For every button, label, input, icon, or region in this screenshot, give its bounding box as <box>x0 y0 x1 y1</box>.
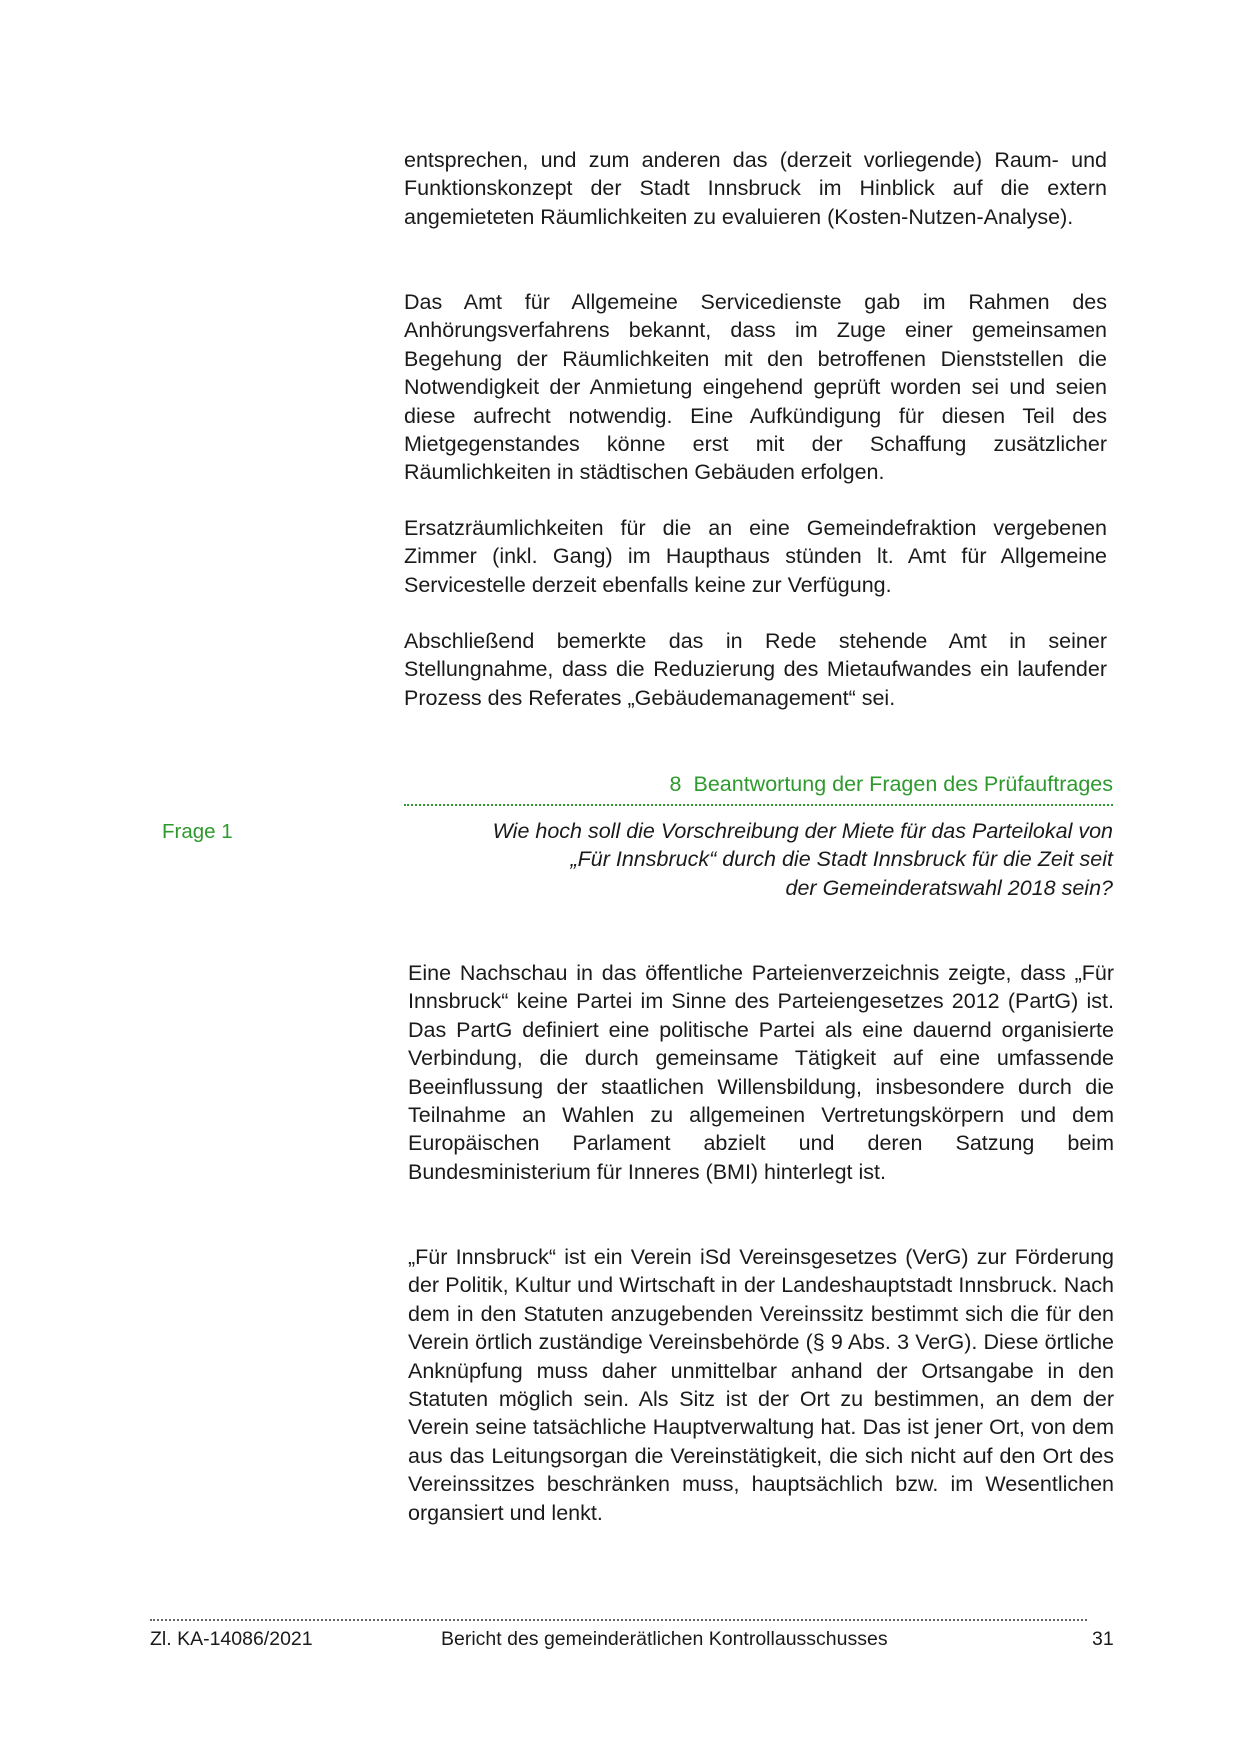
question-label: Frage 1 <box>162 820 233 843</box>
question-line: Wie hoch soll die Vorschreibung der Miete für das Parteilokal von <box>492 819 1113 843</box>
footer-reference: Zl. KA-14086/2021 <box>150 1628 313 1650</box>
footer-divider <box>150 1619 1087 1621</box>
question-text <box>404 817 1113 902</box>
paragraph-abschliessend: Abschließend bemerkte das in Rede stehende Amt in seiner Stellungnahme, dass die Reduzierung des Mietaufwandes ein laufender Prozess des Referates „Gebäudemanagement“ sei. <box>404 629 1107 710</box>
page-number: 31 <box>1092 1628 1114 1650</box>
section-number: 8 <box>669 772 682 796</box>
section-title: Beantwortung der Fragen des Prüfauftrages <box>693 772 1113 796</box>
paragraph-raumkonzept: entsprechen, und zum anderen das (derzeit vorliegende) Raum- und Funktionskonzept der Stadt Innsbruck im Hinblick auf die extern angemieteten Räumlichkeiten zu evaluieren (Kosten-Nutzen-Analyse). <box>404 148 1107 229</box>
footer-title: Bericht des gemeinderätlichen Kontrollausschusses <box>441 1628 888 1650</box>
paragraph-parteienverzeichnis: Eine Nachschau in das öffentliche Parteienverzeichnis zeigte, dass „Für Innsbruck“ keine Partei im Sinne des Parteiengesetzes 2012 (PartG) ist. Das PartG definiert eine politische Partei als eine dauernd organisierte Verbindung, die durch gemeinsame Tätigkeit auf eine umfassende Beeinflussung der staatlichen Willensbildung, insbesondere durch die Teilnahme an Wahlen zu allgemeinen Vertretungskörpern und dem Europäischen Parlament abzielt und deren Satzung beim Bundesministerium für Inneres (BMI) hinterlegt ist. <box>408 961 1114 1184</box>
paragraph-verein: „Für Innsbruck“ ist ein Verein iSd Vereinsgesetzes (VerG) zur Förderung der Politik, Kultur und Wirtschaft in der Landeshauptstadt Innsbruck. Nach dem in den Statuten anzugebenden Vereinssitz bestimmt sich die für den Verein örtlich zuständige Vereinsbehörde (§ 9 Abs. 3 VerG). Diese örtliche Anknüpfung muss daher unmittelbar anhand der Ortsangabe in den Statuten möglich sein. Als Sitz ist der Ort zu bestimmen, an dem der Verein seine tatsächliche Hauptverwaltung hat. Das ist jener Ort, von dem aus das Leitungsorgan die Vereinstätigkeit, die sich nicht auf den Ort des Vereinssitzes beschränken muss, hauptsächlich bzw. im Wesentlichen organsiert und lenkt. <box>408 1245 1114 1525</box>
question-line: „Für Innsbruck“ durch die Stadt Innsbruck für die Zeit seit <box>570 847 1113 872</box>
question-line: der Gemeinderatswahl 2018 sein? <box>785 875 1113 900</box>
paragraph-ersatzraeumlichkeiten: Ersatzräumlichkeiten für die an eine Gemeindefraktion vergebenen Zimmer (inkl. Gang) im Haupthaus stünden lt. Amt für Allgemeine Servicestelle derzeit ebenfalls keine zur Verfügung. <box>404 516 1107 597</box>
section-heading <box>404 770 1113 806</box>
paragraph-servicedienste: Das Amt für Allgemeine Servicedienste gab im Rahmen des Anhörungsverfahrens bekannt, dass im Zuge einer gemeinsamen Begehung der Räumlichkeiten mit den betroffenen Dienststellen die Notwendigkeit der Anmietung eingehend geprüft worden sei und seien diese aufrecht notwendig. Eine Aufkündigung für diesen Teil des Mietgegenstandes könne erst mit der Schaffung zusätzlicher Räumlichkeiten in städtischen Gebäuden erfolgen. <box>404 290 1107 485</box>
